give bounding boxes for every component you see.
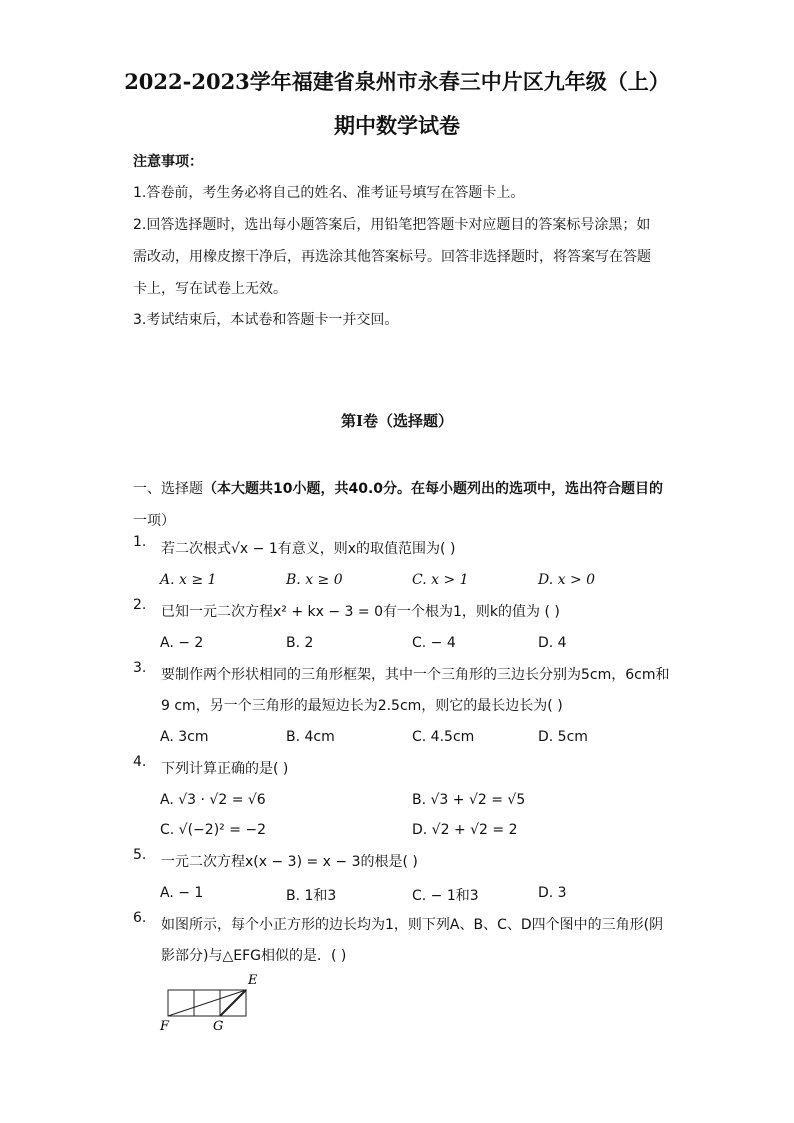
option-b: B. x ≥ 0 [286,572,343,588]
option-d: D. √2 + √2 = 2 [412,822,518,838]
option-d: D. 4 [538,635,567,651]
option-a: A. 3cm [160,729,209,745]
option-c: C. − 4 [412,635,456,651]
label-g: G [213,1019,224,1034]
option-b: B. 4cm [286,729,335,745]
section-heading [133,473,668,537]
question-text: 一元二次方程x(x − 3) = x − 3的根是( ) [161,854,418,870]
question-text: 下列计算正确的是( ) [161,761,289,777]
option-b: B. √3 + √2 = √5 [412,792,526,808]
section-suffix: 一项） [133,513,175,529]
option-a: A. − 2 [160,635,204,651]
question-number: 1. [133,534,147,550]
question-text: 已知一元二次方程x² + kx − 3 = 0有一个根为1，则k的值为 ( ) [161,604,560,620]
exam-title-line2: 期中数学试卷 [334,113,460,138]
triangle-efg-figure [150,968,260,1036]
notice-heading: 注意事项： [133,154,203,170]
option-c: C. 4.5cm [412,729,475,745]
question-number: 5. [133,847,147,863]
option-d: D. 3 [538,885,567,901]
question-text: 要制作两个形状相同的三角形框架，其中一个三角形的三边长分别为5cm，6cm和9 cm，另一个三角形的最短边长为2.5cm，则它的最长边长为( ) [161,667,670,714]
option-d: D. x > 0 [538,572,596,588]
option-b: B. 2 [286,635,314,651]
notice-item: 3.考试结束后，本试卷和答题卡一并交回。 [133,312,399,328]
option-b: B. 1和3 [286,888,337,904]
option-c: C. √(−2)² = −2 [160,822,267,838]
option-a: A. − 1 [160,885,204,901]
label-e: E [248,973,258,988]
question-number: 6. [133,910,147,926]
option-c: C. x > 1 [412,572,469,588]
question-text: 如图所示，每个小正方形的边长均为1，则下列A、B、C、D四个图中的三角形(阴影部分)与△EFG相似的是．( ) [161,917,664,964]
label-f: F [160,1019,170,1034]
part-title: 第Ⅰ卷（选择题） [340,412,454,430]
notice-item: 2.回答选择题时，选出每小题答案后，用铅笔把答题卡对应题目的答案标号涂黑；如需改动，用橡皮擦干净后，再选涂其他答案标号。回答非选择题时，将答案写在答题卡上，写在试卷上无效。 [133,217,651,297]
section-bold: （本大题共10小题，共40.0分。在每小题列出的选项中，选出符合题目的 [203,481,664,497]
option-c: C. − 1和3 [412,888,479,904]
question-number: 2. [133,597,147,613]
option-a: A. √3 · √2 = √6 [160,792,266,808]
exam-title-line1: 2022-2023学年福建省泉州市永春三中片区九年级（上） [124,69,670,94]
question-text: 若二次根式√x − 1有意义，则x的取值范围为( ) [161,541,456,557]
question-number: 3. [133,660,147,676]
option-a: A. x ≥ 1 [160,572,217,588]
notice-item: 1.答卷前，考生务必将自己的姓名、准考证号填写在答题卡上。 [133,185,525,201]
question-number: 4. [133,754,147,770]
option-d: D. 5cm [538,729,588,745]
section-prefix: 一、选择题 [133,481,203,497]
